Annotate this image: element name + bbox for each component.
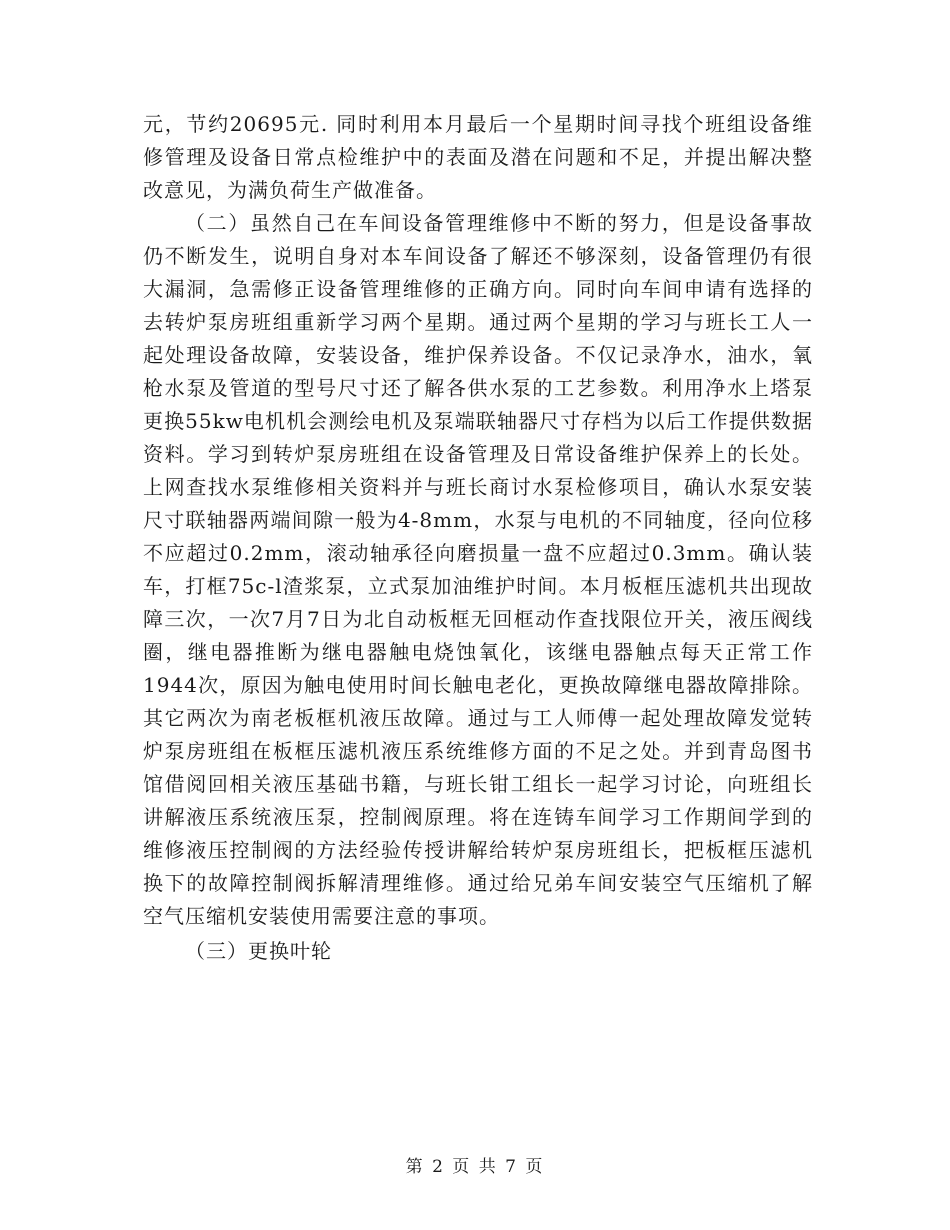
paragraph-section-two: （二）虽然自己在车间设备管理维修中不断的努力，但是设备事故仍不断发生，说明自身对本车间设备了解还不够深刻，设备管理仍有很大漏洞，急需修正设备管理维修的正确方向。同时向车间申请有选择的去转炉泵房班组重新学习两个星期。通过两个星期的学习与班长工人一起处理设备故障，安装设备，维护保养设备。不仅记录净水，油水，氧枪水泵及管道的型号尺寸还了解各供水泵的工艺参数。利用净水上塔泵更换55kw电机机会测绘电机及泵端联轴器尺寸存档为以后工作提供数据资料。学习到转炉泵房班组在设备管理及日常设备维护保养上的长处。上网查找水泵维修相关资料并与班长商讨水泵检修项目，确认水泵安装尺寸联轴器两端间隙一般为4-8mm，水泵与电机的不同轴度，径向位移不应超过0.2mm，滚动轴承径向磨损量一盘不应超过0.3mm。确认装车，打框75c-l渣浆泵，立式泵加油维护时间。本月板框压滤机共出现故障三次，一次7月7日为北自动板框无回框动作查找限位开关，液压阀线圈，继电器推断为继电器触电烧蚀氧化，该继电器触点每天正常工作1944次，原因为触电使用时间长触电老化，更换故障继电器故障排除。其它两次为南老板框机液压故障。通过与工人师傅一起处理故障发觉转炉泵房班组在板框压滤机液压系统维修方面的不足之处。并到青岛图书馆借阅回相关液压基础书籍，与班长钳工组长一起学习讨论，向班组长讲解液压系统液压泵，控制阀原理。将在连铸车间学习工作期间学到的维修液压控制阀的方法经验传授讲解给转炉泵房班组长，把板框压滤机换下的故障控制阀拆解清理维修。通过给兄弟车间安装空气压缩机了解空气压缩机安装使用需要注意的事项。	[143, 211, 813, 928]
body-text	[143, 108, 813, 968]
section-heading-three: （三）更换叶轮	[185, 939, 332, 963]
page-footer: 第 2 页 共 7 页	[405, 1157, 545, 1177]
paragraph-continuation: 元，节约20695元. 同时利用本月最后一个星期时间寻找个班组设备维修管理及设备日常点检维护中的表面及潜在问题和不足，并提出解决整改意见，为满负荷生产做准备。	[143, 112, 813, 202]
